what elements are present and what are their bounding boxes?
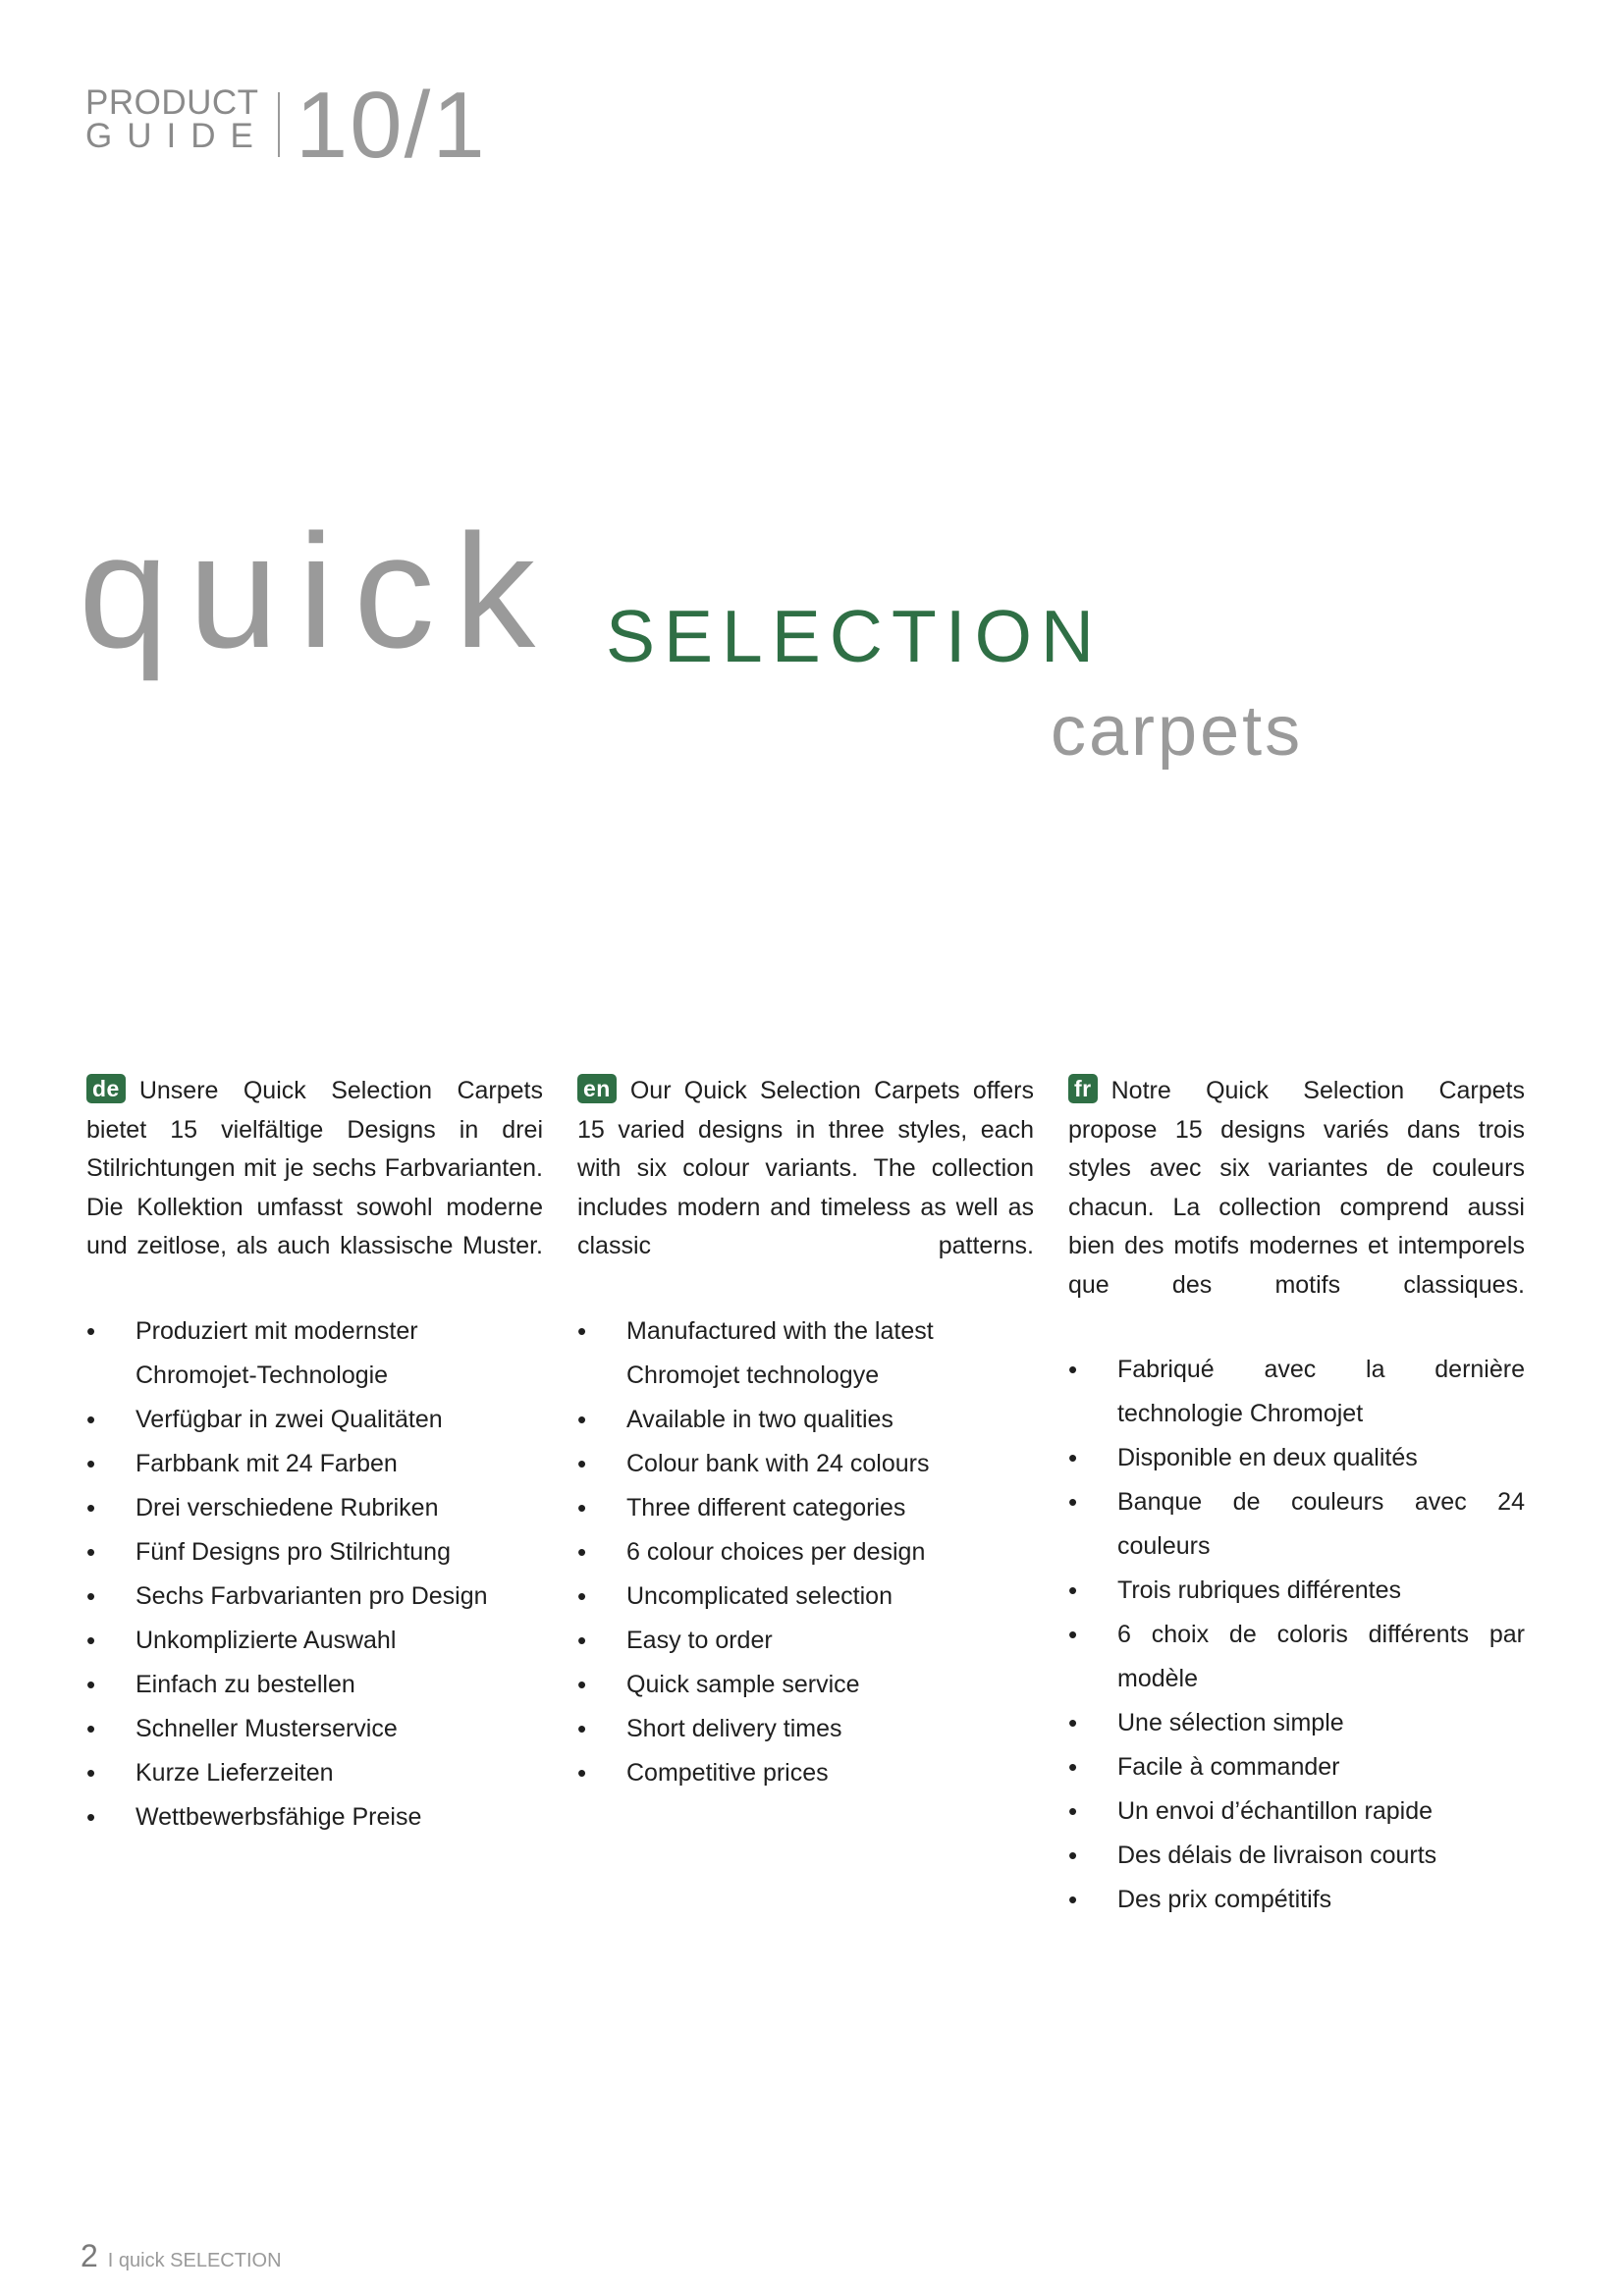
list-item: • Une sélection simple <box>1068 1701 1525 1745</box>
lang-badge-en: en <box>577 1074 617 1103</box>
column-de <box>86 1072 543 1840</box>
list-item: • Manufactured with the latest Chromojet technologye <box>577 1309 1034 1398</box>
product-guide-words <box>85 83 278 155</box>
list-item: • Banque de couleurs avec 24 couleurs <box>1068 1480 1525 1569</box>
list-item: • Competitive prices <box>577 1751 1034 1795</box>
list-item: • Uncomplicated selection <box>577 1575 1034 1619</box>
intro-text-en: Our Quick Selection Carpets offers 15 varied designs in three styles, each with six colour variants. The collection includes modern and timeless as well as classic patterns. <box>577 1077 1034 1259</box>
title-quick: quick <box>79 501 556 681</box>
list-item: • Unkomplizierte Auswahl <box>86 1619 543 1663</box>
title-carpets: carpets <box>1051 692 1304 771</box>
lang-badge-fr: fr <box>1068 1074 1098 1103</box>
list-item: • Verfügbar in zwei Qualitäten <box>86 1398 543 1442</box>
list-item: • Fünf Designs pro Stilrichtung <box>86 1530 543 1575</box>
list-item: • Short delivery times <box>577 1707 1034 1751</box>
product-guide-line1: PRODUCT <box>85 83 259 122</box>
list-item: • Produziert mit modernster Chromojet-Technologie <box>86 1309 543 1398</box>
list-item: • Schneller Musterservice <box>86 1707 543 1751</box>
list-item: • Trois rubriques différentes <box>1068 1569 1525 1613</box>
page-number: 2 <box>81 2238 98 2273</box>
list-item: • Fabriqué avec la dernière technologie Chromojet <box>1068 1348 1525 1436</box>
product-guide-number: 10/1 <box>295 73 487 178</box>
list-item: • Kurze Lieferzeiten <box>86 1751 543 1795</box>
lang-badge-de: de <box>86 1074 126 1103</box>
bullet-list-de <box>86 1309 543 1840</box>
column-fr <box>1068 1072 1525 1922</box>
list-item: • Wettbewerbsfähige Preise <box>86 1795 543 1840</box>
list-item: • Des prix compétitifs <box>1068 1878 1525 1922</box>
bullet-list-en <box>577 1309 1034 1795</box>
list-item: • Quick sample service <box>577 1663 1034 1707</box>
list-item: • Drei verschiedene Rubriken <box>86 1486 543 1530</box>
list-item: • Three different categories <box>577 1486 1034 1530</box>
intro-text-de: Unsere Quick Selection Carpets bietet 15 vielfältige Designs in drei Stilrichtungen mit je sechs Farbvarianten. Die Kollektion umfasst sowohl moderne und zeitlose, als auch klassische Muster. <box>86 1077 543 1259</box>
product-guide-header <box>85 73 487 178</box>
intro-text-fr: Notre Quick Selection Carpets propose 15 designs variés dans trois styles avec six variantes de couleurs chacun. La collection comprend aussi bien des motifs modernes et intemporels que des motifs classiques. <box>1068 1077 1525 1299</box>
column-en <box>577 1072 1034 1795</box>
intro-en <box>577 1072 1034 1266</box>
list-item: • Sechs Farbvarianten pro Design <box>86 1575 543 1619</box>
intro-de <box>86 1072 543 1266</box>
list-item: • Available in two qualities <box>577 1398 1034 1442</box>
list-item: • Easy to order <box>577 1619 1034 1663</box>
list-item: • Facile à commander <box>1068 1745 1525 1789</box>
intro-fr <box>1068 1072 1525 1305</box>
list-item: • 6 colour choices per design <box>577 1530 1034 1575</box>
list-item: • Farbbank mit 24 Farben <box>86 1442 543 1486</box>
page-footer <box>81 2238 282 2274</box>
title-selection: SELECTION <box>606 595 1104 677</box>
list-item: • Einfach zu bestellen <box>86 1663 543 1707</box>
bullet-list-fr <box>1068 1348 1525 1922</box>
list-item: • Des délais de livraison courts <box>1068 1834 1525 1878</box>
list-item: • Disponible en deux qualités <box>1068 1436 1525 1480</box>
list-item: • Un envoi d’échantillon rapide <box>1068 1789 1525 1834</box>
list-item: • Colour bank with 24 colours <box>577 1442 1034 1486</box>
list-item: • 6 choix de coloris différents par modèle <box>1068 1613 1525 1701</box>
product-guide-line2: GUIDE <box>85 117 268 155</box>
header-divider <box>278 92 280 157</box>
footer-label: I quick SELECTION <box>107 2250 282 2271</box>
